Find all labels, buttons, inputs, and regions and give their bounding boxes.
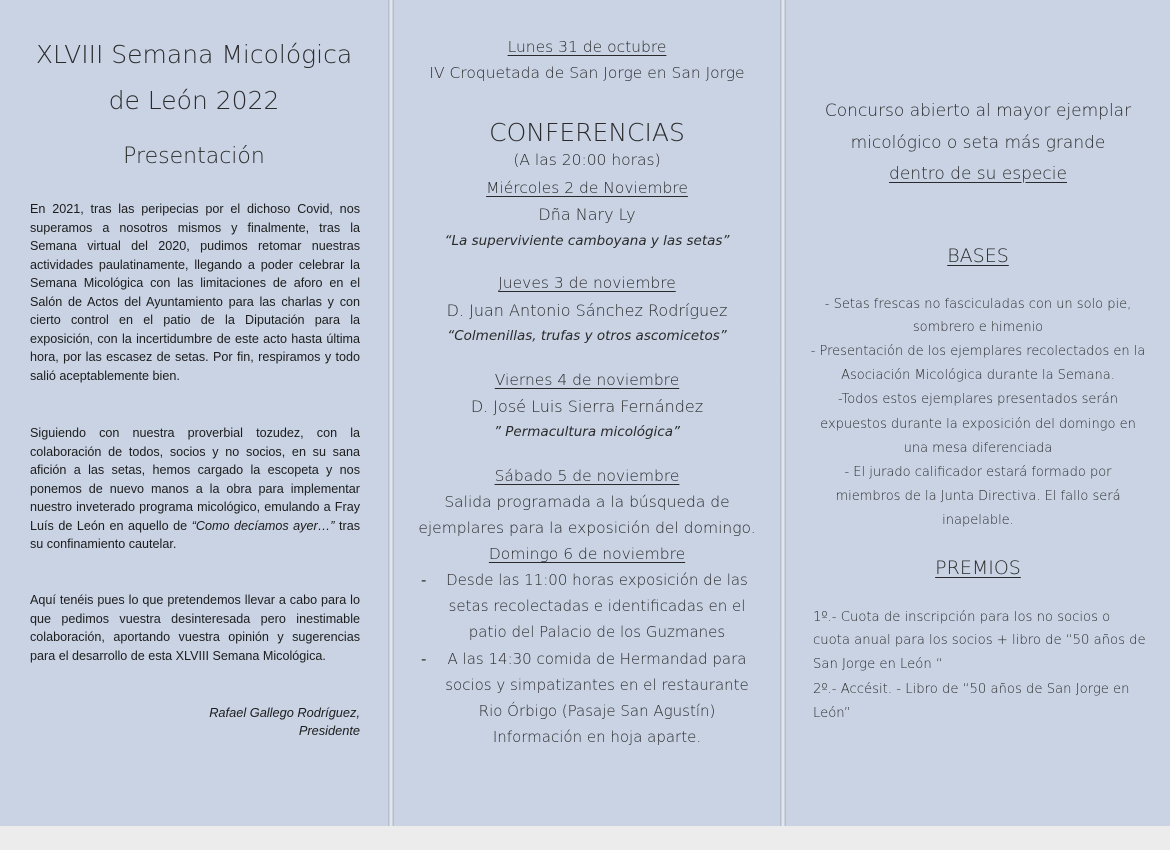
- saturday-line-1: Salida programada a la búsqueda de: [444, 493, 730, 511]
- talk-2-topic: “Colmenillas, trufas y otros ascomicetos”: [447, 328, 727, 344]
- conferences-time: (A las 20:00 horas): [513, 151, 661, 169]
- talk-2-speaker: D. Juan Antonio Sánchez Rodríguez: [446, 301, 728, 320]
- bases-line: -Todos estos ejemplares presentados serán: [838, 392, 1118, 407]
- talk-3-date: Viernes 4 de noviembre: [494, 371, 680, 389]
- saturday-line-2: ejemplares para la exposición del domingo.: [418, 519, 756, 537]
- presentation-heading: Presentación: [123, 144, 265, 169]
- info-note: Información en hoja aparte.: [492, 728, 702, 746]
- sunday-item-2-line-3: Rio Órbigo (Pasaje San Agustín): [478, 702, 716, 720]
- paragraph-2-end: tras su confinamiento cautelar.: [30, 518, 361, 551]
- talk-1-topic: “La superviviente camboyana y las setas”: [444, 233, 730, 249]
- contest-line-3: dentro de su especie: [889, 164, 1067, 184]
- premios-line: 1º.- Cuota de inscripción para los no socios o: [813, 610, 1111, 625]
- title-line-2: de León 2022: [108, 86, 280, 115]
- premios-heading: PREMIOS: [935, 557, 1021, 579]
- contest-line-1: Concurso abierto al mayor ejemplar: [824, 101, 1132, 121]
- talk-3-speaker: D. José Luis Sierra Fernández: [470, 397, 704, 416]
- paragraph-2-quote: “Como decíamos ayer…”: [191, 518, 335, 533]
- bases-line: una mesa diferenciada: [903, 441, 1053, 456]
- bases-line: miembros de la Junta Directiva. El fallo será: [835, 489, 1121, 504]
- sunday-item-2-line-1: A las 14:30 comida de Hermandad para: [447, 650, 747, 668]
- title-line-1: XLVIII Semana Micológica: [35, 40, 353, 69]
- premios-line: San Jorge en León “: [813, 657, 943, 672]
- sunday-item-1-dash: -: [421, 571, 427, 589]
- talk-3-topic: ” Permacultura micológica”: [493, 424, 680, 440]
- right-panel: [786, 0, 1170, 826]
- premios-line: 2º.- Accésit. - Libro de “50 años de San Jorge en: [813, 682, 1130, 697]
- bases-line: - Presentación de los ejemplares recolectados en la: [810, 344, 1146, 359]
- premios-line: cuota anual para los socios + libro de “50 años de: [813, 633, 1146, 648]
- monday-date: Lunes 31 de octubre: [507, 38, 667, 56]
- sunday-item-2-line-2: socios y simpatizantes en el restaurante: [445, 676, 749, 694]
- bases-line: expuestos durante la exposición del domingo en: [820, 417, 1136, 432]
- sunday-item-1-line-2: setas recolectadas e identificadas en el: [448, 597, 746, 615]
- bases-line: - El jurado calificador estará formado por: [844, 465, 1112, 480]
- intro-paragraph-2: [30, 424, 360, 554]
- paragraph-2-text: Siguiendo con nuestra proverbial tozudez, con la colaboración de todos, socios y no socios, en su sana afición a las setas, hemos cargado la escopeta y nos ponemos de nuevo manos a la obra para implementar nuestro inveterado programa micológico, emulando a Fray Luís de León en aquello de: [30, 426, 360, 533]
- middle-panel: [394, 0, 780, 826]
- intro-paragraph-3: Aquí tenéis pues lo que pretendemos llevar a cabo para lo que pedimos vuestra desinteresada pero inestimable colaboración, aportando vuestra opinión y sugerencias para el desarrollo de esta XLVIII Semana Micológica.: [30, 593, 360, 663]
- sunday-item-1-line-1: Desde las 11:00 horas exposición de las: [446, 571, 748, 589]
- bases-line: sombrero e himenio: [912, 320, 1044, 335]
- intro-paragraph-1: En 2021, tras las peripecias por el dichoso Covid, nos superamos a nosotros mismos y finalmente, tras la Semana virtual del 2020, pudimos retomar nuestras actividades paulatinamente, llegando a poder celebrar la Semana Micológica con las limitaciones de aforo en el Salón de Actos del Ayuntamiento para las charlas y con cierto control en el patio de la Diputación para la exposición, con la incertidumbre de este acto hasta última hora, por las escasez de setas. Por fin, respiramos y todo salió aceptablemente bien.: [30, 202, 360, 383]
- talk-1-date: Miércoles 2 de Noviembre: [486, 179, 688, 197]
- signature-role: Presidente: [298, 723, 360, 738]
- premios-line: León”: [813, 706, 851, 721]
- contest-line-2: micológico o seta más grande: [850, 133, 1106, 153]
- bases-line: - Setas frescas no fasciculadas con un solo pie,: [824, 297, 1132, 312]
- paper-margin: [0, 826, 1170, 850]
- talk-1-speaker: Dña Nary Ly: [538, 205, 636, 224]
- conferences-title: CONFERENCIAS: [489, 118, 685, 147]
- signature-name: Rafael Gallego Rodríguez,: [209, 705, 360, 720]
- sunday-item-2-dash: -: [421, 650, 427, 668]
- talk-2-date: Jueves 3 de noviembre: [498, 274, 676, 292]
- saturday-date: Sábado 5 de noviembre: [494, 467, 680, 485]
- monday-event: IV Croquetada de San Jorge en San Jorge: [429, 64, 745, 82]
- bases-line: Asociación Micológica durante la Semana.: [841, 368, 1115, 383]
- sunday-date: Domingo 6 de noviembre: [488, 545, 686, 563]
- bases-line: inapelable.: [942, 513, 1014, 528]
- sunday-item-1-line-3: patio del Palacio de los Guzmanes: [468, 623, 726, 641]
- bases-heading: BASES: [947, 245, 1009, 267]
- left-panel: [0, 0, 388, 826]
